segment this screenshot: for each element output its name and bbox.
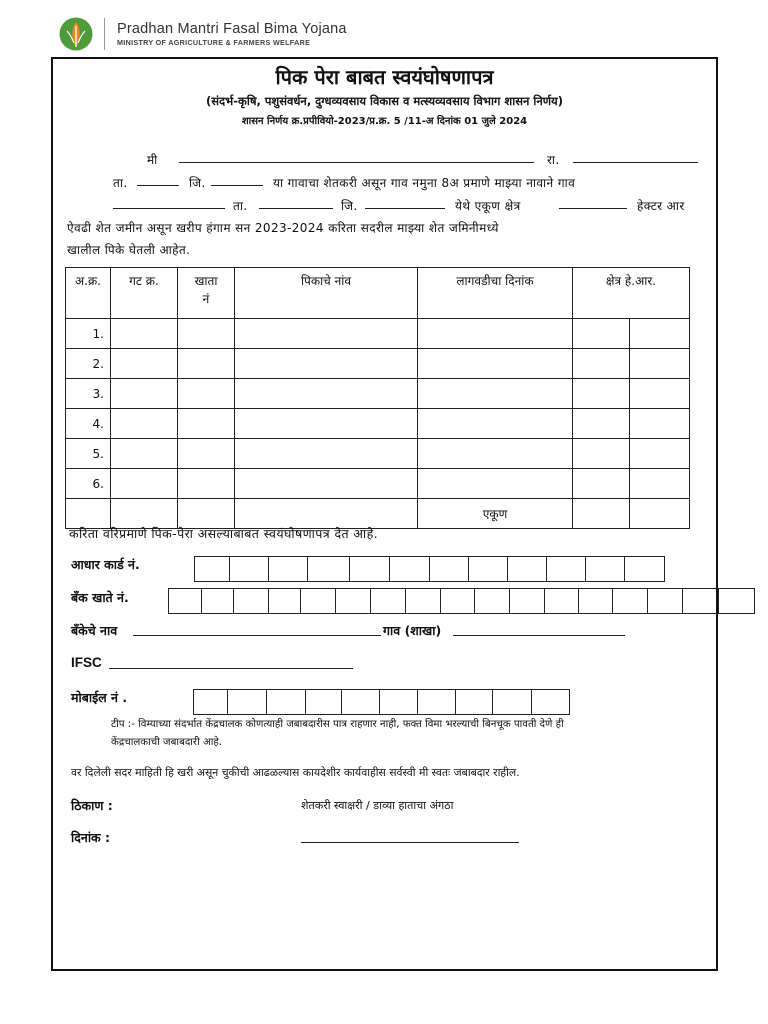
para-line-1	[147, 151, 158, 168]
mobile-label: मोबाईल नं .	[71, 690, 128, 705]
row-number: 5.	[66, 439, 111, 469]
ifsc-label: IFSC	[71, 655, 102, 670]
digit-box[interactable]	[719, 588, 755, 614]
hectare-cell[interactable]	[573, 469, 630, 499]
digit-box[interactable]	[625, 556, 665, 582]
branch-label: गाव (शाखा)	[383, 623, 442, 638]
branch-field[interactable]	[453, 624, 625, 636]
crop-cell[interactable]	[235, 409, 418, 439]
gat-cell[interactable]	[111, 439, 178, 469]
col-header-area: क्षेत्र हे.आर.	[573, 268, 690, 319]
signature-line[interactable]	[301, 831, 519, 843]
row-number: 6.	[66, 469, 111, 499]
digit-box[interactable]	[532, 689, 570, 715]
aadhaar-number-boxes[interactable]	[194, 556, 665, 582]
digit-box[interactable]	[168, 588, 202, 614]
digit-box[interactable]	[683, 588, 719, 614]
table-header-row	[66, 268, 690, 319]
digit-box[interactable]	[579, 588, 613, 614]
declaration-form	[51, 57, 718, 971]
are-cell[interactable]	[630, 379, 690, 409]
blank-cell	[111, 499, 178, 529]
table-row	[66, 379, 690, 409]
bank-account-label: बॅंक खाते नं.	[71, 590, 129, 605]
digit-box[interactable]	[228, 689, 267, 715]
bank-name-field[interactable]	[133, 624, 381, 636]
total-label: एकूण	[418, 499, 573, 529]
crop-cell[interactable]	[235, 379, 418, 409]
date-cell[interactable]	[418, 349, 573, 379]
table-total-row	[66, 499, 690, 529]
hectare-cell[interactable]	[573, 379, 630, 409]
gat-cell[interactable]	[111, 319, 178, 349]
brand-title: Pradhan Mantri Fasal Bima Yojana	[117, 21, 347, 37]
digit-box[interactable]	[267, 689, 306, 715]
digit-box[interactable]	[234, 588, 269, 614]
khata-cell[interactable]	[178, 469, 235, 499]
khata-cell[interactable]	[178, 439, 235, 469]
col-header-date: लागवडीचा दिनांक	[418, 268, 573, 319]
digit-box[interactable]	[475, 588, 510, 614]
blank-cell	[66, 499, 111, 529]
digit-box[interactable]	[547, 556, 586, 582]
crop-cell[interactable]	[235, 439, 418, 469]
digit-box[interactable]	[390, 556, 430, 582]
yethe-text: येथे एकूण क्षेत्र	[455, 199, 521, 213]
gat-cell[interactable]	[111, 379, 178, 409]
digit-box[interactable]	[380, 689, 418, 715]
ifsc-field[interactable]	[109, 657, 353, 669]
bank-account-boxes[interactable]	[168, 588, 755, 614]
date-cell[interactable]	[418, 469, 573, 499]
table-row	[66, 469, 690, 499]
digit-box[interactable]	[510, 588, 545, 614]
hectare-text: हेक्टर आर	[637, 199, 685, 213]
are-cell[interactable]	[630, 409, 690, 439]
header	[58, 14, 347, 54]
place-label: ठिकाण :	[71, 798, 113, 813]
digit-box[interactable]	[194, 556, 230, 582]
header-divider	[104, 18, 105, 50]
are-cell[interactable]	[630, 319, 690, 349]
mi-label: मी	[147, 153, 158, 167]
table-row	[66, 319, 690, 349]
digit-box[interactable]	[269, 588, 301, 614]
village-text: या गावाचा शेतकरी असून गाव नमुना 8अ प्रमाणे माझ्या नावाने गाव	[273, 176, 576, 190]
digit-box[interactable]	[230, 556, 269, 582]
digit-box[interactable]	[456, 689, 493, 715]
are-cell[interactable]	[630, 349, 690, 379]
khata-cell[interactable]	[178, 379, 235, 409]
total-are-cell[interactable]	[630, 499, 690, 529]
total-hectare-cell[interactable]	[573, 499, 630, 529]
hectare-cell[interactable]	[573, 319, 630, 349]
ji2-label: जि.	[341, 199, 358, 213]
digit-box[interactable]	[508, 556, 547, 582]
digit-box[interactable]	[308, 556, 350, 582]
digit-box[interactable]	[306, 689, 342, 715]
crop-table	[65, 267, 690, 529]
ta2-label: ता.	[233, 199, 248, 213]
district2-field[interactable]	[365, 197, 445, 209]
khata-cell[interactable]	[178, 349, 235, 379]
gat-cell[interactable]	[111, 469, 178, 499]
khata-cell[interactable]	[178, 409, 235, 439]
brand-subtitle: MINISTRY OF AGRICULTURE & FARMERS WELFARE	[117, 38, 311, 47]
date-cell[interactable]	[418, 319, 573, 349]
date-label: दिनांक :	[71, 830, 111, 845]
district-field[interactable]	[211, 174, 263, 186]
ra-label: रा.	[547, 153, 560, 167]
digit-box[interactable]	[648, 588, 683, 614]
bank-name-label: बॅंकेचे नाव	[71, 623, 118, 638]
col-header-khata: खाता नं	[178, 268, 235, 319]
taluka-field[interactable]	[137, 174, 179, 186]
digit-box[interactable]	[342, 689, 380, 715]
village-field[interactable]	[113, 197, 225, 209]
date-cell[interactable]	[418, 439, 573, 469]
para-line-5: खालील पिके घेतली आहेत.	[67, 243, 191, 257]
digit-box[interactable]	[441, 588, 475, 614]
digit-box[interactable]	[269, 556, 308, 582]
tip-line-2: केंद्रचालकाची जबाबदारी आहे.	[111, 737, 223, 748]
crop-cell[interactable]	[235, 349, 418, 379]
digit-box[interactable]	[193, 689, 228, 715]
hectare-cell[interactable]	[573, 409, 630, 439]
date-cell[interactable]	[418, 379, 573, 409]
gat-cell[interactable]	[111, 349, 178, 379]
residence-field[interactable]	[573, 151, 698, 163]
taluka2-field[interactable]	[259, 197, 333, 209]
row-number: 4.	[66, 409, 111, 439]
digit-box[interactable]	[301, 588, 336, 614]
digit-box[interactable]	[430, 556, 469, 582]
digit-box[interactable]	[493, 689, 532, 715]
digit-box[interactable]	[406, 588, 441, 614]
total-area-field[interactable]	[559, 197, 627, 209]
digit-box[interactable]	[350, 556, 390, 582]
col-header-crop: पिकाचे नांव	[235, 268, 418, 319]
digit-box[interactable]	[613, 588, 648, 614]
are-cell[interactable]	[630, 469, 690, 499]
mobile-number-boxes[interactable]	[193, 689, 570, 715]
col-header-gat: गट क्र.	[111, 268, 178, 319]
hectare-cell[interactable]	[573, 439, 630, 469]
blank-cell	[235, 499, 418, 529]
khata-cell[interactable]	[178, 319, 235, 349]
table-row	[66, 439, 690, 469]
row-number: 3.	[66, 379, 111, 409]
aadhaar-label: आधार कार्ड नं.	[71, 557, 140, 572]
signature-label: शेतकरी स्वाक्षरी / डाव्या हाताचा अंगठा	[301, 799, 454, 812]
table-row	[66, 409, 690, 439]
digit-box[interactable]	[202, 588, 234, 614]
digit-box[interactable]	[418, 689, 456, 715]
gat-cell[interactable]	[111, 409, 178, 439]
form-title: पिक पेरा बाबत स्वयंघोषणापत्र	[275, 65, 494, 89]
blank-cell	[178, 499, 235, 529]
name-field[interactable]	[179, 151, 534, 163]
col-header-sr: अ.क्र.	[66, 268, 111, 319]
date-cell[interactable]	[418, 409, 573, 439]
para-line-4: ऐवढी शेत जमीन असून खरीप हंगाम सन 2023-2024 करिता सदरील माझ्या शेत जमिनीमध्ये	[67, 221, 499, 235]
digit-box[interactable]	[371, 588, 406, 614]
table-row	[66, 349, 690, 379]
digit-box[interactable]	[545, 588, 579, 614]
reference-line: (संदर्भ-कृषि, पशुसंवर्धन, दुग्धव्यवसाय विकास व मत्स्यव्यवसाय विभाग शासन निर्णय)	[206, 94, 563, 108]
crop-cell[interactable]	[235, 319, 418, 349]
row-number: 1.	[66, 319, 111, 349]
digit-box[interactable]	[586, 556, 625, 582]
crop-cell[interactable]	[235, 469, 418, 499]
are-cell[interactable]	[630, 439, 690, 469]
ji-label: जि.	[189, 176, 206, 190]
gr-number: शासन निर्णय क्र.प्रपीवियो-2023/प्र.क्र. 5 /11-अ दिनांक 01 जुले 2024	[241, 116, 528, 127]
ta-label: ता.	[113, 176, 128, 190]
pmfby-logo-icon	[58, 16, 94, 52]
responsibility-statement: वर दिलेली सदर माहिती हि खरी असून चुकीची आढळल्यास कायदेशीर कार्यवाहीस सर्वस्वी मी स्वतः जबाबदार राहील.	[71, 766, 520, 779]
declaration-line: करिता वरिप्रमाणे पिक-पेरा असल्याबाबत स्वयंघोषणापत्र देत आहे.	[69, 526, 378, 541]
row-number: 2.	[66, 349, 111, 379]
tip-line-1: टीप :- विम्याच्या संदर्भात केंद्रचालक कोणत्याही जबाबदारीस पात्र राहणार नाही, फक्त विमा भरल्याची बिनचूक पावती देणे ही	[111, 719, 564, 730]
digit-box[interactable]	[336, 588, 371, 614]
digit-box[interactable]	[469, 556, 508, 582]
hectare-cell[interactable]	[573, 349, 630, 379]
